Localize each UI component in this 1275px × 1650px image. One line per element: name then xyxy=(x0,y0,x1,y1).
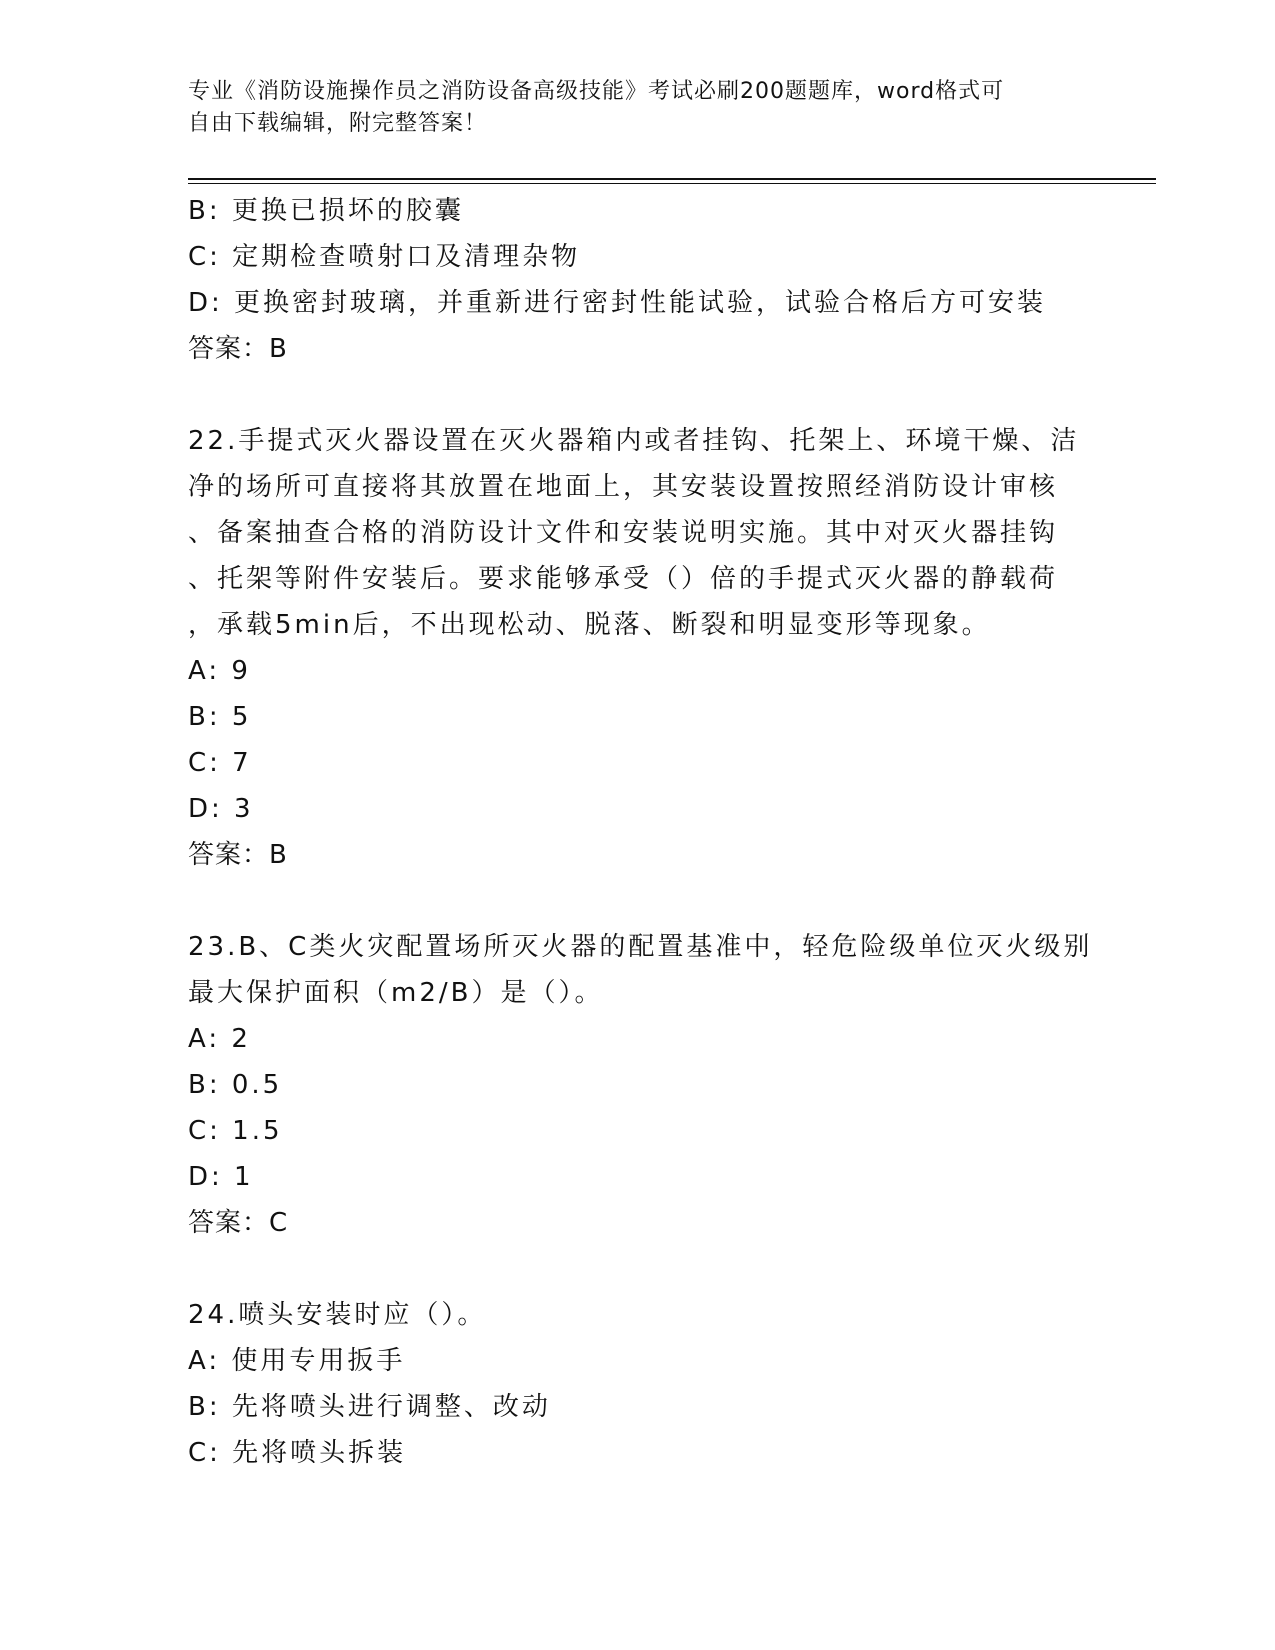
option-b: B: 5 xyxy=(188,702,252,732)
question-23 xyxy=(188,924,1093,1246)
question-stem-line: 22.手提式灭火器设置在灭火器箱内或者挂钩、托架上、环境干燥、洁 xyxy=(188,426,1080,456)
question-21 xyxy=(188,188,1088,372)
question-22 xyxy=(188,418,1088,878)
question-stem-line: 、托架等附件安装后。要求能够承受（）倍的手提式灭火器的静载荷 xyxy=(188,564,1059,594)
option-b: B: 更换已损坏的胶囊 xyxy=(188,196,464,226)
question-stem-line: 最大保护面积（m2/B）是（）。 xyxy=(188,978,604,1008)
answer: 答案：C xyxy=(188,1208,289,1238)
question-stem-line: ，承载5min后，不出现松动、脱落、断裂和明显变形等现象。 xyxy=(188,610,991,640)
option-a: A: 9 xyxy=(188,656,251,686)
spacer xyxy=(188,372,1088,418)
option-d: D: 更换密封玻璃，并重新进行密封性能试验，试验合格后方可安装 xyxy=(188,288,1047,318)
answer: 答案：B xyxy=(188,840,288,870)
question-24 xyxy=(188,1292,1088,1476)
document-header xyxy=(188,76,1088,140)
spacer xyxy=(188,1246,1088,1292)
header-divider-thick xyxy=(188,178,1156,180)
option-d: D: 3 xyxy=(188,794,254,824)
header-divider-thin xyxy=(188,183,1156,184)
option-c: C: 定期检查喷射口及清理杂物 xyxy=(188,242,581,272)
option-b: B: 先将喷头进行调整、改动 xyxy=(188,1392,551,1422)
option-c: C: 7 xyxy=(188,748,252,778)
answer: 答案：B xyxy=(188,334,288,364)
option-c: C: 先将喷头拆装 xyxy=(188,1438,407,1468)
option-c: C: 1.5 xyxy=(188,1116,283,1146)
header-line-2: 自由下载编辑，附完整答案！ xyxy=(188,111,488,136)
question-stem-line: 24.喷头安装时应（）。 xyxy=(188,1300,487,1330)
question-stem-line: 、备案抽查合格的消防设计文件和安装说明实施。其中对灭火器挂钩 xyxy=(188,518,1059,548)
option-a: A: 使用专用扳手 xyxy=(188,1346,406,1376)
question-stem-line: 净的场所可直接将其放置在地面上，其安装设置按照经消防设计审核 xyxy=(188,472,1059,502)
option-a: A: 2 xyxy=(188,1024,251,1054)
question-stem-line: 23.B、C类火灾配置场所灭火器的配置基准中，轻危险级单位灭火级别 xyxy=(188,932,1093,962)
header-line-1: 专业《消防设施操作员之消防设备高级技能》考试必刷200题题库，word格式可 xyxy=(188,79,1005,104)
option-d: D: 1 xyxy=(188,1162,254,1192)
spacer xyxy=(188,878,1088,924)
question-content xyxy=(188,188,1093,1476)
option-b: B: 0.5 xyxy=(188,1070,283,1100)
